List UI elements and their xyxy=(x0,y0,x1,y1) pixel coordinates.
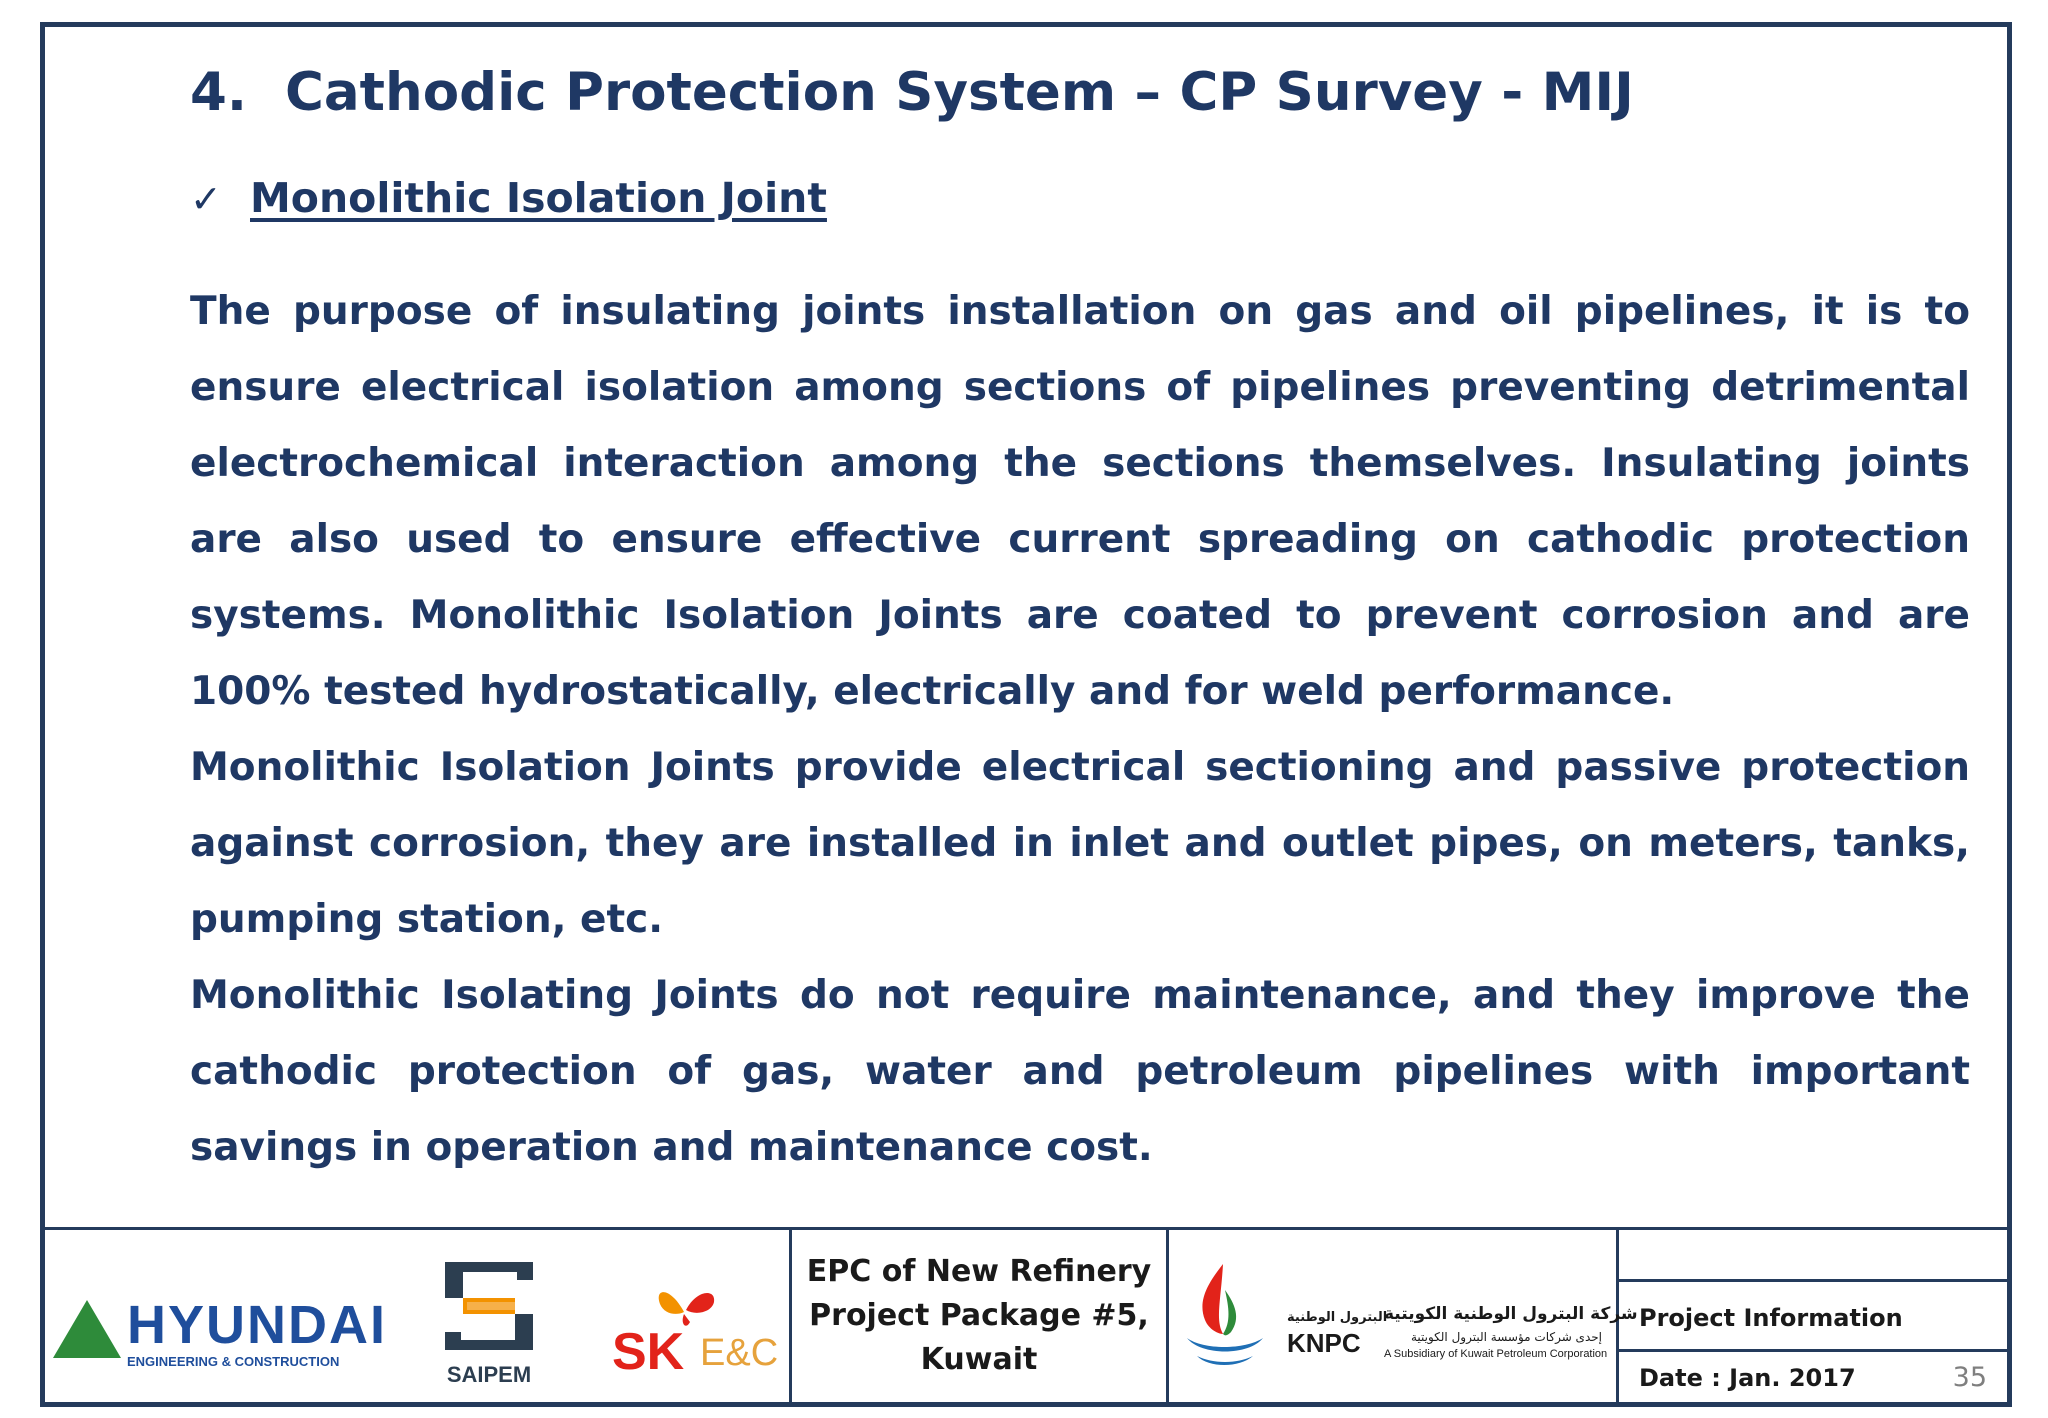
saipem-wordmark: SAIPEM xyxy=(446,1362,532,1387)
subheading-label: Monolithic Isolation Joint xyxy=(250,174,827,222)
info-blank-row xyxy=(1619,1230,2007,1282)
slide-footer xyxy=(45,1227,2007,1402)
project-line-3: Kuwait xyxy=(920,1342,1038,1377)
project-info-cell xyxy=(1619,1230,2007,1402)
info-date-row xyxy=(1619,1352,2007,1402)
sk-ec-wordmark: E&C xyxy=(700,1332,779,1374)
paragraph-2: Monolithic Isolation Joints provide electrical sectioning and passive protection against corrosion, they are installed in inlet and outlet pipes, on meters, tanks, pumping station, etc. xyxy=(190,745,1970,942)
knpc-arabic-small-text: البترول الوطنية xyxy=(1287,1310,1388,1325)
partner-logos xyxy=(45,1230,792,1402)
sk-wordmark: SK xyxy=(612,1323,685,1381)
hyundai-logo xyxy=(53,1295,388,1370)
date-label: Date : Jan. 2017 xyxy=(1639,1364,1856,1392)
project-info-label: Project Information xyxy=(1639,1304,1903,1332)
saipem-logo xyxy=(435,1258,543,1388)
knpc-flame-icon xyxy=(1179,1260,1269,1370)
subheading xyxy=(190,174,827,222)
project-title-cell xyxy=(792,1230,1169,1402)
hyundai-triangle-icon xyxy=(53,1300,121,1358)
paragraph-1: The purpose of insulating joints installation on gas and oil pipelines, it is to ensure electrical isolation among sections of pipelines preventing detrimental electrochemical interaction among the sections themselves. Insulating joints are also used to ensure effective current spreading on cathodic protection systems. Monolithic Isolation Joints are coated to prevent corrosion and are 100% tested hydrostatically, electrically and for weld performance. xyxy=(190,289,1970,714)
page-number: 35 xyxy=(1952,1362,1987,1393)
project-line-2: Project Package #5, xyxy=(809,1298,1149,1333)
section-number: 4. xyxy=(190,62,248,123)
body-text xyxy=(190,274,1970,1186)
knpc-logo-cell xyxy=(1169,1230,1638,1402)
checkmark-icon: ✓ xyxy=(190,177,222,221)
title-text: Cathodic Protection System – CP Survey - MIJ xyxy=(285,62,1634,123)
hyundai-tagline: ENGINEERING & CONSTRUCTION xyxy=(127,1354,340,1369)
knpc-arabic-name: شركة البترول الوطنية الكويتية xyxy=(1384,1304,1638,1324)
info-label-row xyxy=(1619,1282,2007,1352)
saipem-s-icon xyxy=(441,1258,537,1354)
slide-title xyxy=(190,62,1634,123)
knpc-subsidiary-text: A Subsidiary of Kuwait Petroleum Corporation xyxy=(1384,1348,1608,1360)
hyundai-wordmark: HYUNDAI xyxy=(127,1295,388,1355)
project-title xyxy=(792,1250,1166,1382)
project-line-1: EPC of New Refinery xyxy=(806,1254,1152,1289)
knpc-arabic-subsidiary: إحدى شركات مؤسسة البترول الكويتية xyxy=(1410,1330,1602,1344)
knpc-wordmark: KNPC xyxy=(1287,1328,1361,1358)
sk-ec-logo xyxy=(610,1282,780,1382)
paragraph-3: Monolithic Isolating Joints do not require maintenance, and they improve the cathodic protection of gas, water and petroleum pipelines with important savings in operation and maintenance cost. xyxy=(190,973,1970,1170)
